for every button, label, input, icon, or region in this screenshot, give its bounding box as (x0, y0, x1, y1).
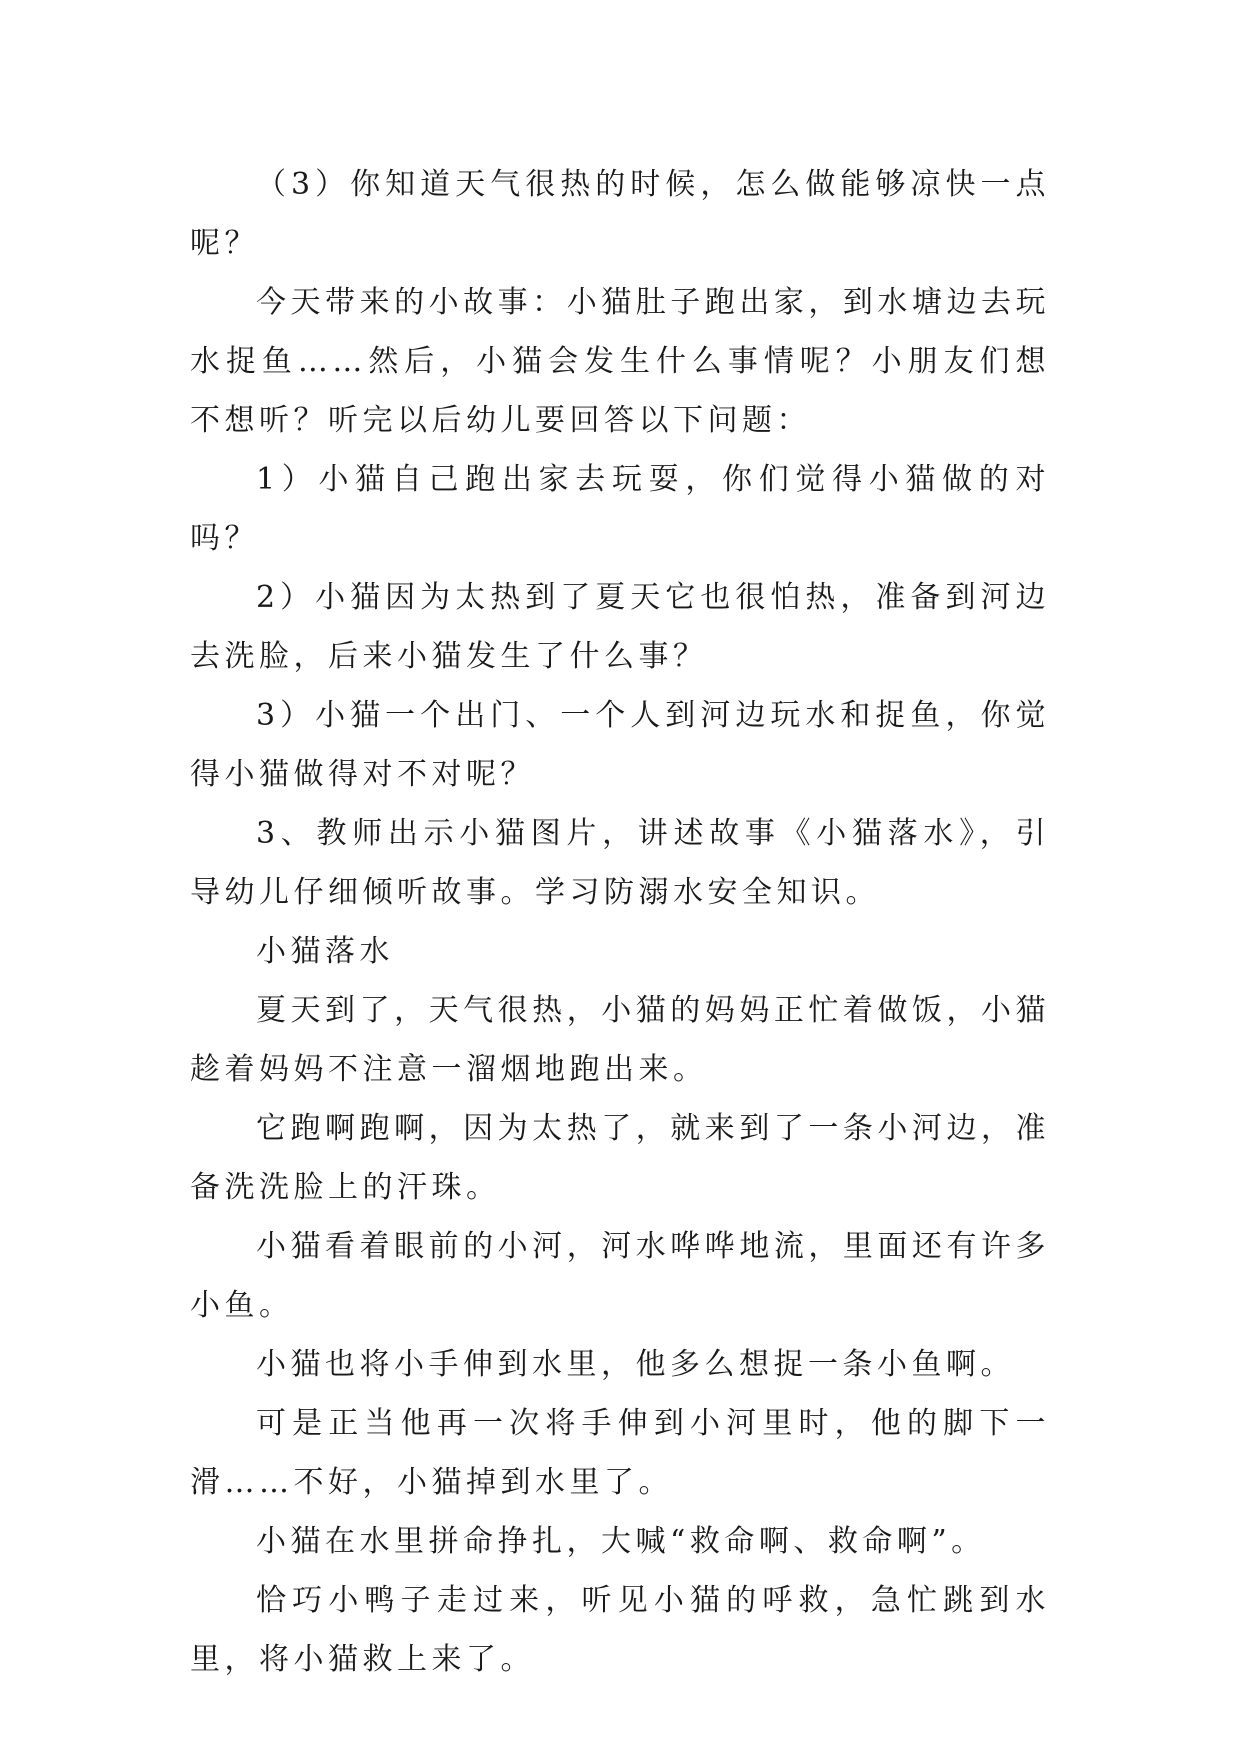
story-title: 小猫落水 (256, 934, 394, 969)
question-2-paragraph: 2）小猫因为太热到了夏天它也很怕热，准备到河边去洗脸，后来小猫发生了什么事？ (190, 580, 1050, 674)
story-paragraph: 小猫也将小手伸到水里，他多么想捉一条小鱼啊。 (256, 1347, 1015, 1382)
story-paragraph: 它跑啊跑啊，因为太热了，就来到了一条小河边，准备洗洗脸上的汗珠。 (190, 1111, 1050, 1205)
document-body (190, 155, 1050, 1689)
story-paragraph: 小猫在水里拼命挣扎，大喊“救命啊、救命啊”。 (256, 1524, 986, 1559)
question-3-paragraph: 3）小猫一个出门、一个人到河边玩水和捉鱼，你觉得小猫做得对不对呢？ (190, 698, 1050, 792)
teacher-step-paragraph: 3、教师出示小猫图片，讲述故事《小猫落水》，引导幼儿仔细倾听故事。学习防溺水安全知识。 (190, 816, 1050, 910)
story-intro-paragraph: 今天带来的小故事：小猫肚子跑出家，到水塘边去玩水捉鱼……然后，小猫会发生什么事情呢？小朋友们想不想听？听完以后幼儿要回答以下问题： (190, 285, 1050, 438)
story-paragraph: 可是正当他再一次将手伸到小河里时，他的脚下一滑……不好，小猫掉到水里了。 (190, 1406, 1050, 1500)
story-paragraph: 小猫看着眼前的小河，河水哗哗地流，里面还有许多小鱼。 (190, 1229, 1050, 1323)
story-paragraph: 恰巧小鸭子走过来，听见小猫的呼救，急忙跳到水里，将小猫救上来了。 (190, 1583, 1050, 1677)
question-1-paragraph: 1）小猫自己跑出家去玩耍，你们觉得小猫做的对吗？ (190, 462, 1050, 556)
story-paragraph: 夏天到了，天气很热，小猫的妈妈正忙着做饭，小猫趁着妈妈不注意一溜烟地跑出来。 (190, 993, 1050, 1087)
question-cooling-paragraph: （3）你知道天气很热的时候，怎么做能够凉快一点呢？ (190, 167, 1050, 261)
